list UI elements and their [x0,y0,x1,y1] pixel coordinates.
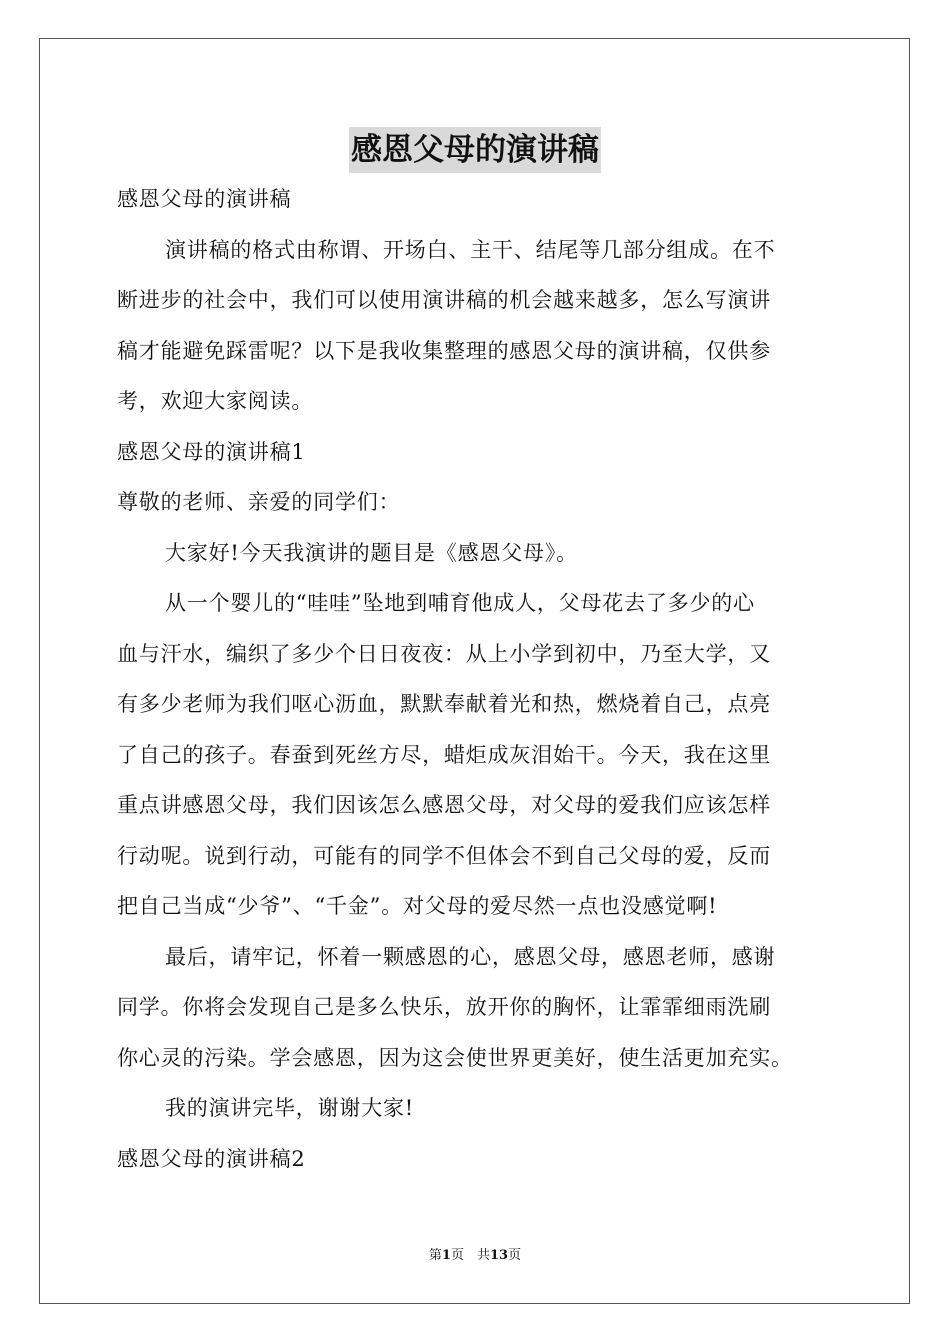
footer-prefix: 第 [428,1248,442,1263]
document-title-text: 感恩父母的演讲稿 [349,127,601,173]
text-line: 演讲稿的格式由称谓、开场白、主干、结尾等几部分组成。在不 [165,237,776,262]
text-line: 从一个婴儿的“哇哇”坠地到哺育他成人，父母花去了多少的心 [165,591,755,615]
text-line: 重点讲感恩父母，我们因该怎么感恩父母，对父母的爱我们应该怎样 [117,793,771,817]
footer-suffix: 页 [508,1248,522,1263]
text-line: 把自己当成“少爷”、“千金”。对父母的爱尽然一点也没感觉啊! [117,894,718,918]
footer-mid: 页 共 [450,1248,490,1263]
text-line: 有多少老师为我们呕心沥血，默默奉献着光和热，燃烧着自己，点亮 [117,692,771,716]
text-line: 最后，请牢记，怀着一颗感恩的心，感恩父母，感恩老师，感谢 [165,944,776,969]
text-line: 了自己的孩子。春蚕到死丝方尽，蜡炬成灰泪始干。今天，我在这里 [117,742,771,767]
text-line: 感恩父母的演讲稿1 [117,439,306,464]
text-line: 断进步的社会中，我们可以使用演讲稿的机会越来越多，怎么写演讲 [117,288,771,312]
text-line: 血与汗水，编织了多少个日日夜夜：从上小学到初中，乃至大学，又 [117,641,771,666]
page-footer [0,1246,950,1266]
document-title [0,126,950,173]
footer-total-pages: 13 [489,1248,509,1263]
text-line: 感恩父母的演讲稿2 [117,1146,306,1171]
text-line: 考，欢迎大家阅读。 [117,389,314,413]
text-line: 行动呢。说到行动，可能有的同学不但体会不到自己父母的爱，反而 [117,843,771,868]
text-line: 大家好!今天我演讲的题目是《感恩父母》。 [165,540,578,565]
text-line: 尊敬的老师、亲爱的同学们： [117,490,401,514]
text-line: 你心灵的污染。学会感恩，因为这会使世界更美好，使生活更加充实。 [117,1045,793,1070]
document-body [117,174,839,1184]
text-line: 稿才能避免踩雷呢？以下是我收集整理的感恩父母的演讲稿，仅供参 [117,338,771,363]
text-line: 感恩父母的演讲稿 [117,187,292,211]
text-line: 同学。你将会发现自己是多么快乐，放开你的胸怀，让霏霏细雨洗刷 [117,995,771,1019]
footer-page-number: 1 [441,1248,451,1263]
text-line: 我的演讲完毕，谢谢大家! [165,1096,415,1120]
